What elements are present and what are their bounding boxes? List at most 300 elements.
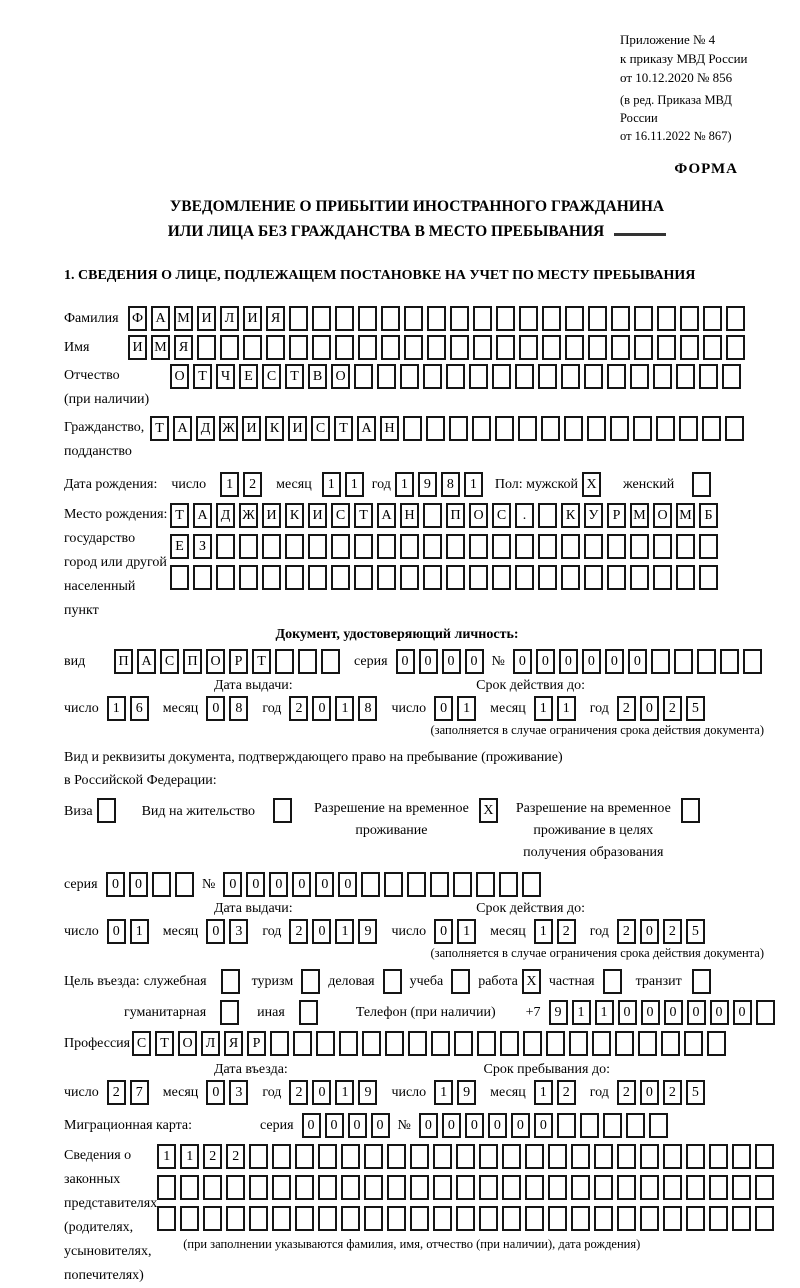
res-valid-month-field[interactable] — [534, 919, 580, 944]
form-cell[interactable] — [354, 364, 373, 389]
form-cell[interactable]: Б — [699, 503, 718, 528]
form-cell[interactable] — [404, 335, 423, 360]
form-cell[interactable] — [571, 1144, 590, 1169]
form-cell[interactable]: О — [653, 503, 672, 528]
form-cell[interactable]: 2 — [107, 1080, 126, 1105]
form-cell[interactable]: 1 — [534, 919, 553, 944]
res-issue-day-field[interactable] — [107, 919, 153, 944]
form-cell[interactable]: Т — [252, 649, 271, 674]
form-cell[interactable]: 0 — [338, 872, 357, 897]
res-valid-day-field[interactable] — [434, 919, 480, 944]
form-cell[interactable]: 8 — [229, 696, 248, 721]
form-cell[interactable]: У — [584, 503, 603, 528]
form-cell[interactable]: 0 — [488, 1113, 507, 1138]
form-cell[interactable] — [262, 534, 281, 559]
form-cell[interactable] — [538, 364, 557, 389]
form-cell[interactable] — [170, 565, 189, 590]
form-cell[interactable] — [341, 1206, 360, 1231]
stay-day-field[interactable] — [434, 1080, 480, 1105]
form-cell[interactable]: Ф — [128, 306, 147, 331]
form-cell[interactable] — [709, 1206, 728, 1231]
form-cell[interactable] — [588, 335, 607, 360]
form-cell[interactable] — [756, 1000, 775, 1025]
form-cell[interactable]: 0 — [206, 1080, 225, 1105]
form-cell[interactable] — [449, 416, 468, 441]
form-cell[interactable]: Н — [400, 503, 419, 528]
form-cell[interactable]: X — [522, 969, 541, 994]
phone-field[interactable] — [549, 1000, 779, 1025]
form-cell[interactable]: 0 — [640, 696, 659, 721]
form-cell[interactable] — [755, 1175, 774, 1200]
form-cell[interactable]: И — [128, 335, 147, 360]
form-cell[interactable] — [430, 872, 449, 897]
form-cell[interactable]: 1 — [220, 472, 239, 497]
form-cell[interactable]: 1 — [434, 1080, 453, 1105]
form-cell[interactable] — [603, 1113, 622, 1138]
form-cell[interactable] — [335, 335, 354, 360]
purpose-work-checkbox[interactable] — [522, 969, 545, 994]
form-cell[interactable] — [515, 364, 534, 389]
form-cell[interactable]: 2 — [289, 696, 308, 721]
form-cell[interactable]: X — [479, 798, 498, 823]
form-cell[interactable] — [732, 1144, 751, 1169]
form-cell[interactable] — [681, 798, 700, 823]
form-cell[interactable]: О — [469, 503, 488, 528]
form-cell[interactable]: 1 — [335, 1080, 354, 1105]
form-cell[interactable]: Р — [229, 649, 248, 674]
form-cell[interactable] — [518, 416, 537, 441]
form-cell[interactable] — [571, 1206, 590, 1231]
form-cell[interactable]: К — [265, 416, 284, 441]
form-cell[interactable]: 2 — [289, 1080, 308, 1105]
form-cell[interactable]: 0 — [511, 1113, 530, 1138]
form-cell[interactable] — [525, 1144, 544, 1169]
form-cell[interactable]: К — [285, 503, 304, 528]
mig-number-field[interactable] — [419, 1113, 672, 1138]
form-cell[interactable]: Ж — [239, 503, 258, 528]
form-cell[interactable] — [423, 565, 442, 590]
form-cell[interactable]: 1 — [395, 472, 414, 497]
form-cell[interactable]: 9 — [418, 472, 437, 497]
form-cell[interactable] — [308, 565, 327, 590]
form-cell[interactable] — [384, 872, 403, 897]
form-cell[interactable] — [584, 364, 603, 389]
form-cell[interactable]: 1 — [157, 1144, 176, 1169]
form-cell[interactable] — [469, 364, 488, 389]
form-cell[interactable] — [743, 649, 762, 674]
form-cell[interactable]: 0 — [246, 872, 265, 897]
form-cell[interactable] — [607, 364, 626, 389]
form-cell[interactable]: С — [262, 364, 281, 389]
form-cell[interactable] — [473, 335, 492, 360]
form-cell[interactable] — [387, 1144, 406, 1169]
form-cell[interactable] — [640, 1206, 659, 1231]
form-cell[interactable]: Р — [607, 503, 626, 528]
form-cell[interactable] — [755, 1206, 774, 1231]
sex-male-checkbox[interactable] — [582, 472, 605, 497]
birth-year-field[interactable] — [395, 472, 487, 497]
form-cell[interactable] — [657, 335, 676, 360]
purpose-other-checkbox[interactable] — [299, 1000, 322, 1025]
form-cell[interactable] — [584, 565, 603, 590]
form-cell[interactable]: 2 — [557, 919, 576, 944]
form-cell[interactable] — [633, 416, 652, 441]
form-cell[interactable] — [663, 1206, 682, 1231]
form-cell[interactable] — [423, 534, 442, 559]
form-cell[interactable]: 2 — [617, 919, 636, 944]
form-cell[interactable] — [594, 1144, 613, 1169]
entry-year-field[interactable] — [289, 1080, 381, 1105]
form-cell[interactable]: 0 — [302, 1113, 321, 1138]
form-cell[interactable] — [339, 1031, 358, 1056]
form-cell[interactable] — [243, 335, 262, 360]
form-cell[interactable]: 1 — [345, 472, 364, 497]
surname-field[interactable] — [128, 306, 749, 331]
form-cell[interactable] — [732, 1206, 751, 1231]
form-cell[interactable] — [456, 1206, 475, 1231]
doc-issue-day-field[interactable] — [107, 696, 153, 721]
form-cell[interactable] — [674, 649, 693, 674]
form-cell[interactable] — [175, 872, 194, 897]
form-cell[interactable]: 0 — [664, 1000, 683, 1025]
entry-month-field[interactable] — [206, 1080, 252, 1105]
birth-day-field[interactable] — [220, 472, 266, 497]
form-cell[interactable] — [479, 1144, 498, 1169]
form-cell[interactable]: О — [170, 364, 189, 389]
form-cell[interactable] — [403, 416, 422, 441]
form-cell[interactable] — [611, 335, 630, 360]
form-cell[interactable] — [295, 1175, 314, 1200]
form-cell[interactable] — [522, 872, 541, 897]
form-cell[interactable]: 0 — [312, 696, 331, 721]
form-cell[interactable] — [697, 649, 716, 674]
form-cell[interactable] — [239, 565, 258, 590]
purpose-official-checkbox[interactable] — [221, 969, 244, 994]
form-cell[interactable]: 2 — [243, 472, 262, 497]
form-cell[interactable]: С — [311, 416, 330, 441]
form-cell[interactable] — [453, 872, 472, 897]
form-cell[interactable]: Я — [266, 306, 285, 331]
representatives-row1-field[interactable] — [157, 1144, 778, 1169]
form-cell[interactable]: М — [174, 306, 193, 331]
form-cell[interactable] — [456, 1175, 475, 1200]
form-cell[interactable]: А — [137, 649, 156, 674]
form-cell[interactable] — [400, 565, 419, 590]
form-cell[interactable] — [295, 1144, 314, 1169]
form-cell[interactable] — [220, 335, 239, 360]
form-cell[interactable] — [226, 1175, 245, 1200]
form-cell[interactable] — [318, 1175, 337, 1200]
res-issue-year-field[interactable] — [289, 919, 381, 944]
form-cell[interactable] — [657, 306, 676, 331]
form-cell[interactable] — [610, 416, 629, 441]
representatives-row2-field[interactable] — [157, 1175, 778, 1200]
form-cell[interactable] — [515, 534, 534, 559]
form-cell[interactable]: 0 — [106, 872, 125, 897]
form-cell[interactable]: 2 — [663, 1080, 682, 1105]
form-cell[interactable] — [630, 364, 649, 389]
form-cell[interactable] — [732, 1175, 751, 1200]
form-cell[interactable] — [249, 1144, 268, 1169]
form-cell[interactable] — [341, 1175, 360, 1200]
form-cell[interactable]: 1 — [557, 696, 576, 721]
form-cell[interactable]: 0 — [371, 1113, 390, 1138]
form-cell[interactable]: 0 — [269, 872, 288, 897]
form-cell[interactable] — [427, 306, 446, 331]
form-cell[interactable]: 1 — [534, 696, 553, 721]
form-cell[interactable] — [680, 335, 699, 360]
form-cell[interactable] — [318, 1144, 337, 1169]
form-cell[interactable]: А — [357, 416, 376, 441]
res-valid-year-field[interactable] — [617, 919, 709, 944]
form-cell[interactable] — [450, 335, 469, 360]
form-cell[interactable]: 0 — [628, 649, 647, 674]
form-cell[interactable] — [400, 364, 419, 389]
form-cell[interactable]: 0 — [107, 919, 126, 944]
form-cell[interactable]: П — [446, 503, 465, 528]
form-cell[interactable]: 0 — [582, 649, 601, 674]
form-cell[interactable] — [538, 503, 557, 528]
form-cell[interactable]: 1 — [107, 696, 126, 721]
form-cell[interactable]: Я — [174, 335, 193, 360]
form-cell[interactable] — [611, 306, 630, 331]
form-cell[interactable] — [450, 306, 469, 331]
form-cell[interactable]: 0 — [513, 649, 532, 674]
form-cell[interactable]: 0 — [396, 649, 415, 674]
form-cell[interactable] — [289, 306, 308, 331]
form-cell[interactable] — [676, 364, 695, 389]
form-cell[interactable] — [289, 335, 308, 360]
form-cell[interactable] — [321, 649, 340, 674]
form-cell[interactable] — [542, 306, 561, 331]
form-cell[interactable]: Ч — [216, 364, 235, 389]
form-cell[interactable] — [299, 1000, 318, 1025]
form-cell[interactable] — [500, 1031, 519, 1056]
form-cell[interactable] — [663, 1175, 682, 1200]
form-cell[interactable] — [410, 1206, 429, 1231]
form-cell[interactable] — [293, 1031, 312, 1056]
form-cell[interactable] — [603, 969, 622, 994]
form-cell[interactable] — [404, 306, 423, 331]
form-cell[interactable] — [193, 565, 212, 590]
form-cell[interactable] — [594, 1206, 613, 1231]
form-cell[interactable]: X — [582, 472, 601, 497]
form-cell[interactable] — [476, 872, 495, 897]
form-cell[interactable] — [663, 1144, 682, 1169]
form-cell[interactable] — [316, 1031, 335, 1056]
form-cell[interactable] — [341, 1144, 360, 1169]
form-cell[interactable] — [538, 565, 557, 590]
form-cell[interactable] — [469, 565, 488, 590]
form-cell[interactable] — [407, 872, 426, 897]
form-cell[interactable]: И — [288, 416, 307, 441]
visa-checkbox[interactable] — [97, 798, 120, 823]
doc-issue-year-field[interactable] — [289, 696, 381, 721]
form-cell[interactable] — [308, 534, 327, 559]
form-cell[interactable]: 1 — [322, 472, 341, 497]
form-cell[interactable] — [587, 416, 606, 441]
form-cell[interactable] — [335, 306, 354, 331]
form-cell[interactable]: 1 — [572, 1000, 591, 1025]
form-cell[interactable]: 0 — [687, 1000, 706, 1025]
form-cell[interactable] — [331, 534, 350, 559]
name-field[interactable] — [128, 335, 749, 360]
form-cell[interactable]: 0 — [206, 919, 225, 944]
res-series-field[interactable] — [106, 872, 198, 897]
form-cell[interactable] — [519, 306, 538, 331]
form-cell[interactable] — [588, 306, 607, 331]
form-cell[interactable] — [180, 1206, 199, 1231]
form-cell[interactable] — [638, 1031, 657, 1056]
form-cell[interactable] — [385, 1031, 404, 1056]
form-cell[interactable] — [542, 335, 561, 360]
form-cell[interactable] — [152, 872, 171, 897]
form-cell[interactable] — [584, 534, 603, 559]
form-cell[interactable] — [640, 1144, 659, 1169]
sex-female-checkbox[interactable] — [692, 472, 715, 497]
form-cell[interactable] — [525, 1206, 544, 1231]
profession-field[interactable] — [132, 1031, 730, 1056]
form-cell[interactable] — [515, 565, 534, 590]
form-cell[interactable] — [454, 1031, 473, 1056]
form-cell[interactable] — [362, 1031, 381, 1056]
form-cell[interactable] — [571, 1175, 590, 1200]
form-cell[interactable] — [495, 416, 514, 441]
form-cell[interactable]: З — [193, 534, 212, 559]
res-issue-month-field[interactable] — [206, 919, 252, 944]
form-cell[interactable] — [157, 1175, 176, 1200]
form-cell[interactable]: 0 — [206, 696, 225, 721]
form-cell[interactable] — [651, 649, 670, 674]
form-cell[interactable]: Д — [216, 503, 235, 528]
form-cell[interactable] — [301, 969, 320, 994]
form-cell[interactable] — [387, 1175, 406, 1200]
form-cell[interactable]: 0 — [733, 1000, 752, 1025]
form-cell[interactable]: Т — [150, 416, 169, 441]
form-cell[interactable] — [423, 364, 442, 389]
form-cell[interactable] — [239, 534, 258, 559]
stay-month-field[interactable] — [534, 1080, 580, 1105]
form-cell[interactable]: 9 — [549, 1000, 568, 1025]
form-cell[interactable] — [546, 1031, 565, 1056]
form-cell[interactable] — [686, 1144, 705, 1169]
form-cell[interactable]: Е — [170, 534, 189, 559]
form-cell[interactable] — [634, 335, 653, 360]
form-cell[interactable] — [220, 1000, 239, 1025]
form-cell[interactable]: 2 — [663, 919, 682, 944]
form-cell[interactable]: 9 — [358, 919, 377, 944]
form-cell[interactable] — [702, 416, 721, 441]
form-cell[interactable]: О — [206, 649, 225, 674]
form-cell[interactable] — [377, 565, 396, 590]
form-cell[interactable] — [479, 1175, 498, 1200]
form-cell[interactable] — [722, 364, 741, 389]
form-cell[interactable] — [383, 969, 402, 994]
form-cell[interactable] — [410, 1144, 429, 1169]
form-cell[interactable] — [473, 306, 492, 331]
form-cell[interactable]: А — [173, 416, 192, 441]
purpose-study-checkbox[interactable] — [451, 969, 474, 994]
form-cell[interactable] — [703, 306, 722, 331]
representatives-row3-field[interactable] — [157, 1206, 778, 1231]
entry-day-field[interactable] — [107, 1080, 153, 1105]
form-cell[interactable] — [615, 1031, 634, 1056]
form-cell[interactable] — [592, 1031, 611, 1056]
form-cell[interactable] — [580, 1113, 599, 1138]
form-cell[interactable] — [653, 364, 672, 389]
form-cell[interactable] — [525, 1175, 544, 1200]
form-cell[interactable] — [492, 534, 511, 559]
form-cell[interactable]: Я — [224, 1031, 243, 1056]
form-cell[interactable] — [561, 534, 580, 559]
form-cell[interactable] — [502, 1144, 521, 1169]
form-cell[interactable] — [726, 306, 745, 331]
form-cell[interactable] — [273, 798, 292, 823]
form-cell[interactable] — [285, 534, 304, 559]
form-cell[interactable] — [331, 565, 350, 590]
form-cell[interactable] — [617, 1144, 636, 1169]
form-cell[interactable] — [496, 335, 515, 360]
form-cell[interactable] — [699, 534, 718, 559]
form-cell[interactable] — [548, 1175, 567, 1200]
form-cell[interactable]: 0 — [536, 649, 555, 674]
form-cell[interactable] — [607, 565, 626, 590]
form-cell[interactable] — [653, 565, 672, 590]
purpose-humanitarian-checkbox[interactable] — [220, 1000, 243, 1025]
form-cell[interactable]: 8 — [358, 696, 377, 721]
form-cell[interactable]: Л — [220, 306, 239, 331]
form-cell[interactable] — [676, 534, 695, 559]
form-cell[interactable] — [519, 335, 538, 360]
form-cell[interactable] — [451, 969, 470, 994]
form-cell[interactable]: И — [242, 416, 261, 441]
form-cell[interactable] — [626, 1113, 645, 1138]
temp-residence-education-checkbox[interactable] — [681, 798, 704, 823]
form-cell[interactable]: П — [183, 649, 202, 674]
form-cell[interactable] — [266, 335, 285, 360]
form-cell[interactable]: 1 — [180, 1144, 199, 1169]
form-cell[interactable] — [197, 335, 216, 360]
form-cell[interactable] — [377, 534, 396, 559]
mig-series-field[interactable] — [302, 1113, 394, 1138]
form-cell[interactable]: 3 — [229, 1080, 248, 1105]
form-cell[interactable] — [686, 1175, 705, 1200]
form-cell[interactable]: 0 — [640, 1080, 659, 1105]
form-cell[interactable] — [607, 534, 626, 559]
residence-permit-checkbox[interactable] — [273, 798, 296, 823]
stay-year-field[interactable] — [617, 1080, 709, 1105]
form-cell[interactable] — [692, 969, 711, 994]
form-cell[interactable]: 2 — [289, 919, 308, 944]
birthplace-row3-field[interactable] — [170, 565, 722, 590]
form-cell[interactable]: М — [676, 503, 695, 528]
form-cell[interactable] — [272, 1175, 291, 1200]
form-cell[interactable] — [275, 649, 294, 674]
form-cell[interactable]: 0 — [465, 1113, 484, 1138]
form-cell[interactable]: 9 — [457, 1080, 476, 1105]
form-cell[interactable]: 0 — [534, 1113, 553, 1138]
form-cell[interactable]: 0 — [618, 1000, 637, 1025]
form-cell[interactable] — [594, 1175, 613, 1200]
form-cell[interactable] — [634, 306, 653, 331]
form-cell[interactable] — [686, 1206, 705, 1231]
form-cell[interactable]: А — [377, 503, 396, 528]
form-cell[interactable] — [679, 416, 698, 441]
res-number-field[interactable] — [223, 872, 545, 897]
form-cell[interactable]: Т — [334, 416, 353, 441]
form-cell[interactable]: 0 — [292, 872, 311, 897]
form-cell[interactable] — [354, 565, 373, 590]
